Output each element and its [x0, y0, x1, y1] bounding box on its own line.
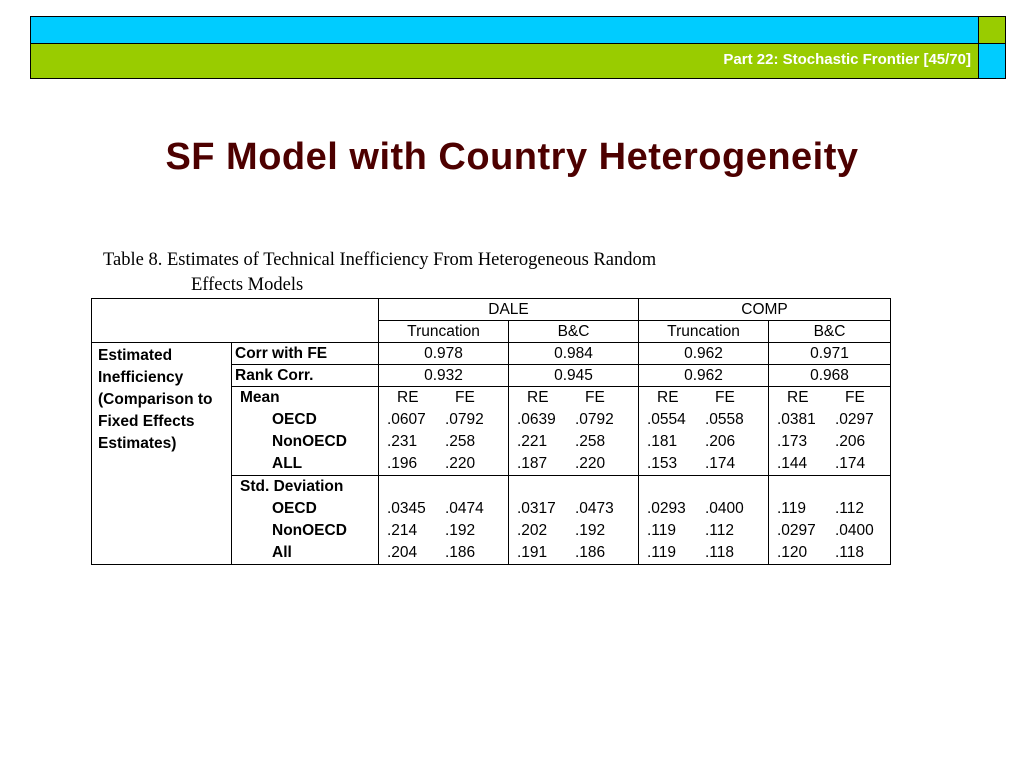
re-fe-header [639, 387, 768, 409]
header-bottom-square [978, 43, 1006, 79]
table-cell: .206 [835, 433, 866, 450]
table-cell: .0473 [575, 500, 614, 517]
table-cell: 0.932 [379, 365, 509, 387]
value-line [639, 542, 768, 564]
value-line [509, 520, 638, 542]
value-line [509, 453, 638, 475]
table-cell: .173 [777, 433, 808, 450]
table-cell: .187 [517, 455, 548, 472]
value-line [509, 498, 638, 520]
mean-labels [232, 387, 379, 476]
table-cell: 0.978 [379, 343, 509, 365]
table-cell: .192 [445, 522, 476, 539]
table-cell: FE [715, 389, 735, 406]
table-cell: .206 [705, 433, 736, 450]
region-label: All [272, 544, 292, 561]
table-cell: .192 [575, 522, 606, 539]
value-line [509, 409, 638, 431]
table-cell: FE [845, 389, 865, 406]
table-cell: .0400 [705, 500, 744, 517]
value-line [639, 498, 768, 520]
group-header: DALE [379, 299, 639, 321]
caption-line-2: Effects Models [191, 275, 304, 295]
table-cell: .186 [445, 544, 476, 561]
group-header-row [92, 299, 891, 321]
table-cell: .220 [575, 455, 606, 472]
mean-values [769, 387, 891, 476]
stat-label: Corr with FE [232, 343, 379, 365]
region-label: OECD [272, 411, 317, 428]
stat-label: Rank Corr. [232, 365, 379, 387]
table-cell: .181 [647, 433, 678, 450]
table-cell: .118 [705, 544, 735, 561]
table-cell: .120 [777, 544, 808, 561]
stat-label: Mean [240, 389, 280, 406]
header-bottom-bar [30, 43, 980, 79]
table-cell: .204 [387, 544, 418, 561]
region-label: OECD [272, 500, 317, 517]
table-cell: FE [455, 389, 475, 406]
table-cell: .191 [517, 544, 548, 561]
table-cell: .0381 [777, 411, 816, 428]
table-cell: .0293 [647, 500, 686, 517]
table-cell: 0.962 [639, 365, 769, 387]
re-fe-header [379, 387, 508, 409]
table-cell: 0.971 [769, 343, 891, 365]
table-cell: .258 [445, 433, 476, 450]
table-cell: .0297 [777, 522, 816, 539]
value-line [769, 453, 890, 475]
value-line [509, 542, 638, 564]
slide-title: SF Model with Country Heterogeneity [165, 136, 859, 178]
region-label: NonOECD [272, 433, 347, 450]
value-line [769, 431, 890, 453]
table-cell: .112 [835, 500, 865, 517]
table-cell: 0.968 [769, 365, 891, 387]
inefficiency-table [91, 298, 891, 565]
table-cell: .202 [517, 522, 548, 539]
table-cell: .214 [387, 522, 418, 539]
region-label: NonOECD [272, 522, 347, 539]
table-cell: .0345 [387, 500, 426, 517]
re-fe-header [509, 387, 638, 409]
table-cell: .0297 [835, 411, 874, 428]
blank-line [769, 476, 890, 498]
value-line [509, 431, 638, 453]
value-line [769, 542, 890, 564]
mean-values [639, 387, 769, 476]
value-line [639, 453, 768, 475]
re-fe-header [769, 387, 890, 409]
table-cell: .196 [387, 455, 418, 472]
table-cell: .119 [647, 544, 677, 561]
sub-header: Truncation [639, 321, 769, 343]
std-values [509, 476, 639, 565]
value-line [639, 409, 768, 431]
value-line [639, 431, 768, 453]
table-cell: .258 [575, 433, 606, 450]
sub-header: Truncation [379, 321, 509, 343]
value-line [379, 453, 508, 475]
stat-label: Std. Deviation [240, 478, 344, 495]
table-cell: .153 [647, 455, 678, 472]
sub-header: B&C [509, 321, 639, 343]
value-line [769, 498, 890, 520]
value-line [379, 542, 508, 564]
header-top-square [978, 16, 1006, 44]
table-cell: .119 [777, 500, 807, 517]
table-cell: .112 [705, 522, 735, 539]
caption-line-1: Table 8. Estimates of Technical Inefficiency From Heterogeneous Random [103, 250, 657, 270]
table-cell: .144 [777, 455, 808, 472]
table-cell: RE [657, 389, 679, 406]
table-cell: .231 [387, 433, 418, 450]
blank-line [379, 476, 508, 498]
slide-label: Part 22: Stochastic Frontier [45/70] [723, 51, 971, 68]
mean-values [379, 387, 509, 476]
table-cell: .118 [835, 544, 865, 561]
value-line [379, 520, 508, 542]
table-cell: .0558 [705, 411, 744, 428]
table-cell: .0639 [517, 411, 556, 428]
table-cell: .0792 [575, 411, 614, 428]
value-line [639, 520, 768, 542]
table-cell: .0317 [517, 500, 556, 517]
blank-line [509, 476, 638, 498]
table-cell: .174 [705, 455, 736, 472]
table-cell: 0.945 [509, 365, 639, 387]
corr-row [92, 343, 891, 365]
table-cell: .0400 [835, 522, 874, 539]
blank-line [639, 476, 768, 498]
std-labels [232, 476, 379, 565]
table-cell: .186 [575, 544, 606, 561]
table-caption [103, 248, 656, 298]
table-cell: RE [787, 389, 809, 406]
row-label: Estimated Inefficiency (Comparison to Fixed Effects Estimates) [92, 343, 232, 565]
table-cell: RE [527, 389, 549, 406]
value-line [379, 409, 508, 431]
corner-cell [92, 299, 379, 343]
table-cell: 0.962 [639, 343, 769, 365]
std-values [769, 476, 891, 565]
table-cell: .0607 [387, 411, 426, 428]
table-cell: .220 [445, 455, 476, 472]
table-cell: 0.984 [509, 343, 639, 365]
table-cell: .0554 [647, 411, 686, 428]
table-cell: .174 [835, 455, 866, 472]
value-line [769, 520, 890, 542]
table-cell: .221 [517, 433, 548, 450]
value-line [379, 431, 508, 453]
region-label: ALL [272, 455, 303, 472]
table-cell: .119 [647, 522, 677, 539]
std-values [639, 476, 769, 565]
value-line [769, 409, 890, 431]
table-cell: .0792 [445, 411, 484, 428]
sub-header: B&C [769, 321, 891, 343]
std-values [379, 476, 509, 565]
table-cell: RE [397, 389, 419, 406]
mean-values [509, 387, 639, 476]
table-cell: .0474 [445, 500, 484, 517]
group-header: COMP [639, 299, 891, 321]
header-top-bar [30, 16, 980, 44]
table-cell: FE [585, 389, 605, 406]
value-line [379, 498, 508, 520]
